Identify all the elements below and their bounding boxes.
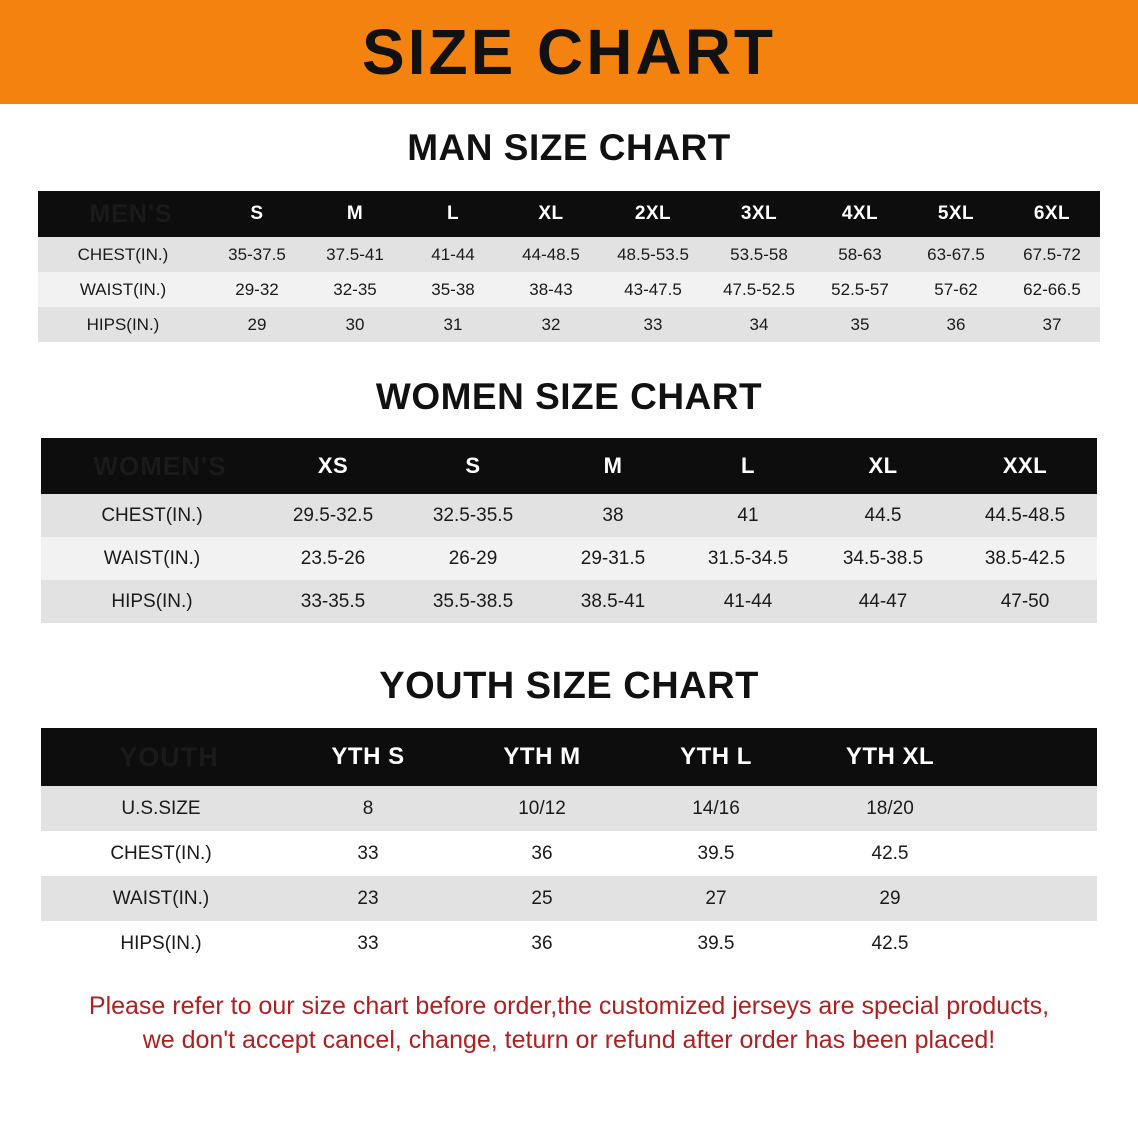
man-header-cell: M bbox=[306, 191, 404, 237]
man-header-cell: 6XL bbox=[1004, 191, 1100, 237]
table-cell: 63-67.5 bbox=[908, 237, 1004, 272]
table-cell: 33-35.5 bbox=[263, 580, 403, 623]
page-title: SIZE CHART bbox=[362, 16, 776, 88]
table-cell: 37 bbox=[1004, 307, 1100, 342]
table-cell: 52.5-57 bbox=[812, 272, 908, 307]
man-header-cell: MEN'S bbox=[38, 191, 208, 237]
youth-header-cell: YTH XL bbox=[803, 728, 977, 786]
table-cell: 29 bbox=[208, 307, 306, 342]
table-cell: 23.5-26 bbox=[263, 537, 403, 580]
table-cell: 34 bbox=[706, 307, 812, 342]
row-label: HIPS(IN.) bbox=[41, 580, 263, 623]
table-cell: 38.5-42.5 bbox=[953, 537, 1097, 580]
youth-section-title: YOUTH SIZE CHART bbox=[379, 665, 759, 707]
table-cell: 29.5-32.5 bbox=[263, 494, 403, 537]
table-cell: 29 bbox=[803, 876, 977, 921]
disclaimer-line-1: Please refer to our size chart before order,the customized jerseys are special products, bbox=[88, 992, 1050, 1020]
table-cell: 44-48.5 bbox=[502, 237, 600, 272]
table-row bbox=[38, 307, 1100, 342]
table-cell: 31 bbox=[404, 307, 502, 342]
row-label: CHEST(IN.) bbox=[41, 831, 281, 876]
table-cell: 14/16 bbox=[629, 786, 803, 831]
table-cell: 29-31.5 bbox=[543, 537, 683, 580]
women-header-cell: XL bbox=[813, 438, 953, 494]
table-cell: 8 bbox=[281, 786, 455, 831]
table-cell: 38-43 bbox=[502, 272, 600, 307]
table-cell: 41-44 bbox=[404, 237, 502, 272]
table-cell: 57-62 bbox=[908, 272, 1004, 307]
table-cell: 43-47.5 bbox=[600, 272, 706, 307]
table-cell: 41-44 bbox=[683, 580, 813, 623]
table-cell: 48.5-53.5 bbox=[600, 237, 706, 272]
table-cell: 30 bbox=[306, 307, 404, 342]
table-cell: 47-50 bbox=[953, 580, 1097, 623]
man-header-cell: 4XL bbox=[812, 191, 908, 237]
youth-header-cell: YTH S bbox=[281, 728, 455, 786]
table-cell: 58-63 bbox=[812, 237, 908, 272]
table-cell: 32.5-35.5 bbox=[403, 494, 543, 537]
youth-header-row bbox=[41, 728, 1097, 786]
table-cell: 33 bbox=[281, 831, 455, 876]
table-cell: 36 bbox=[908, 307, 1004, 342]
table-row bbox=[38, 237, 1100, 272]
disclaimer-line-2: we don't accept cancel, change, teturn or refund after order has been placed! bbox=[142, 1025, 996, 1054]
man-header-cell: L bbox=[404, 191, 502, 237]
table-cell: 18/20 bbox=[803, 786, 977, 831]
table-cell: 36 bbox=[455, 831, 629, 876]
table-cell: 35 bbox=[812, 307, 908, 342]
table-cell: 27 bbox=[629, 876, 803, 921]
row-label: CHEST(IN.) bbox=[41, 494, 263, 537]
table-cell: 53.5-58 bbox=[706, 237, 812, 272]
row-label: WAIST(IN.) bbox=[38, 272, 208, 307]
table-cell: 39.5 bbox=[629, 831, 803, 876]
table-row bbox=[38, 272, 1100, 307]
table-cell: 10/12 bbox=[455, 786, 629, 831]
table-cell: 23 bbox=[281, 876, 455, 921]
women-header-cell: M bbox=[543, 438, 683, 494]
table-row bbox=[41, 876, 1097, 921]
man-header-cell: XL bbox=[502, 191, 600, 237]
table-cell: 26-29 bbox=[403, 537, 543, 580]
table-cell: 32 bbox=[502, 307, 600, 342]
man-header-row bbox=[38, 191, 1100, 237]
table-cell: 42.5 bbox=[803, 831, 977, 876]
table-cell: 47.5-52.5 bbox=[706, 272, 812, 307]
row-label: WAIST(IN.) bbox=[41, 876, 281, 921]
table-cell: 42.5 bbox=[803, 921, 977, 966]
women-header-cell: S bbox=[403, 438, 543, 494]
table-cell: 36 bbox=[455, 921, 629, 966]
table-cell: 35-37.5 bbox=[208, 237, 306, 272]
table-cell: 31.5-34.5 bbox=[683, 537, 813, 580]
women-header-row bbox=[41, 438, 1097, 494]
youth-size-table bbox=[41, 728, 1097, 966]
table-cell-spacer bbox=[977, 921, 1097, 966]
table-cell-spacer bbox=[977, 786, 1097, 831]
row-label: HIPS(IN.) bbox=[38, 307, 208, 342]
row-label: WAIST(IN.) bbox=[41, 537, 263, 580]
table-cell: 38.5-41 bbox=[543, 580, 683, 623]
youth-header-cell: YTH L bbox=[629, 728, 803, 786]
table-cell-spacer bbox=[977, 876, 1097, 921]
women-section-title: WOMEN SIZE CHART bbox=[375, 376, 763, 417]
table-cell: 39.5 bbox=[629, 921, 803, 966]
row-label: CHEST(IN.) bbox=[38, 237, 208, 272]
table-row bbox=[41, 537, 1097, 580]
table-cell: 44.5 bbox=[813, 494, 953, 537]
table-cell: 25 bbox=[455, 876, 629, 921]
table-cell: 33 bbox=[600, 307, 706, 342]
table-cell: 32-35 bbox=[306, 272, 404, 307]
man-header-cell: 2XL bbox=[600, 191, 706, 237]
women-header-cell: L bbox=[683, 438, 813, 494]
man-header-cell: S bbox=[208, 191, 306, 237]
man-size-table bbox=[38, 191, 1100, 342]
table-cell: 34.5-38.5 bbox=[813, 537, 953, 580]
table-cell: 37.5-41 bbox=[306, 237, 404, 272]
man-section-title: MAN SIZE CHART bbox=[407, 127, 731, 168]
women-size-table bbox=[41, 438, 1097, 623]
women-header-cell: XXL bbox=[953, 438, 1097, 494]
row-label: HIPS(IN.) bbox=[41, 921, 281, 966]
table-cell: 44.5-48.5 bbox=[953, 494, 1097, 537]
row-label: U.S.SIZE bbox=[41, 786, 281, 831]
table-row bbox=[41, 786, 1097, 831]
table-cell: 62-66.5 bbox=[1004, 272, 1100, 307]
table-cell: 35.5-38.5 bbox=[403, 580, 543, 623]
table-cell: 38 bbox=[543, 494, 683, 537]
disclaimer-note bbox=[49, 990, 1089, 1058]
page-banner bbox=[0, 0, 1138, 104]
table-cell: 35-38 bbox=[404, 272, 502, 307]
table-row bbox=[41, 580, 1097, 623]
table-cell: 29-32 bbox=[208, 272, 306, 307]
man-header-cell: 3XL bbox=[706, 191, 812, 237]
table-cell: 33 bbox=[281, 921, 455, 966]
table-row bbox=[41, 921, 1097, 966]
table-row bbox=[41, 494, 1097, 537]
table-row bbox=[41, 831, 1097, 876]
table-cell-spacer bbox=[977, 831, 1097, 876]
table-cell: 67.5-72 bbox=[1004, 237, 1100, 272]
table-cell: 41 bbox=[683, 494, 813, 537]
man-header-cell: 5XL bbox=[908, 191, 1004, 237]
youth-header-cell: YOUTH bbox=[41, 728, 281, 786]
table-cell: 44-47 bbox=[813, 580, 953, 623]
youth-header-cell: YTH M bbox=[455, 728, 629, 786]
youth-header-spacer bbox=[977, 728, 1097, 786]
women-header-cell: XS bbox=[263, 438, 403, 494]
women-header-cell: WOMEN'S bbox=[41, 438, 263, 494]
